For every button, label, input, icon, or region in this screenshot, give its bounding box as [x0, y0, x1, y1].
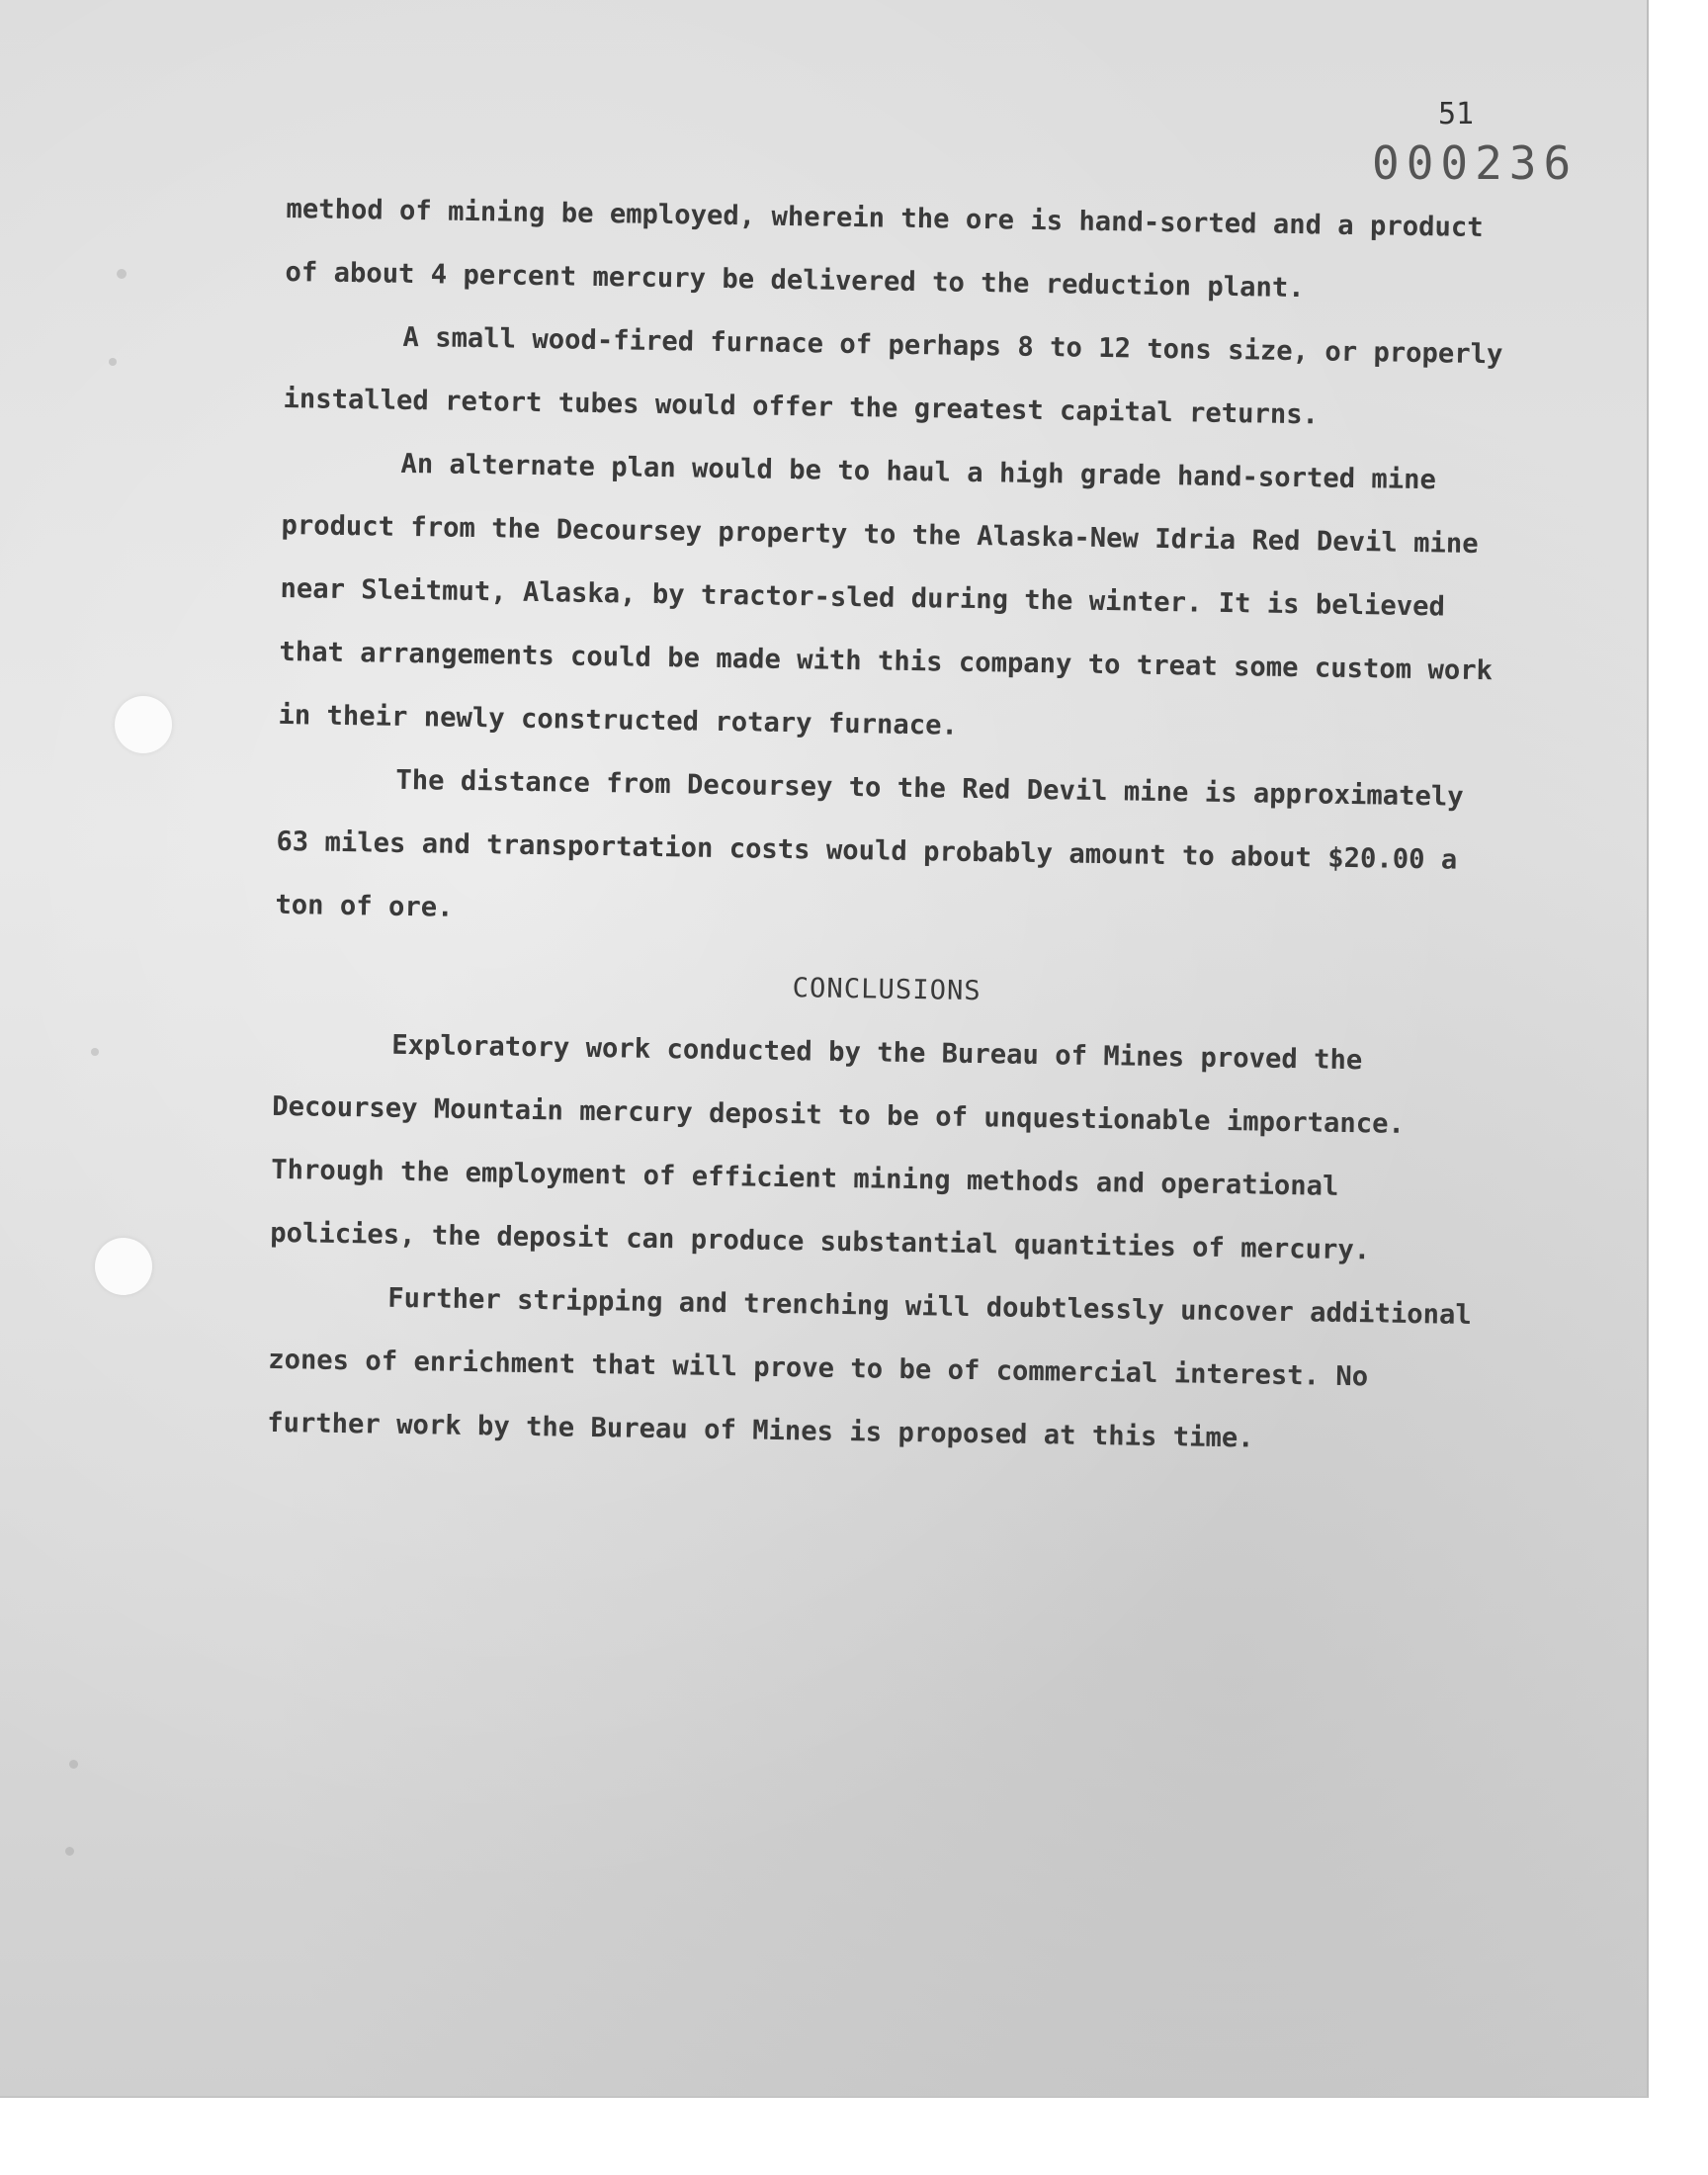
margin-mark: [91, 1048, 99, 1056]
paragraph: An alternate plan would be to haul a high grade hand-sorted mine product from the Decoursey property to the Alaska-New Idria Red Devil mine near Sleitmut, Alaska, by tractor-sled during the winter. It is believed that arrangements could be made with this company to treat some custom work in their newly constructed rotary furnace.: [278, 448, 1494, 741]
margin-mark: [69, 1760, 78, 1769]
margin-mark: [109, 358, 117, 366]
paragraph: method of mining be employed, wherein the ore is hand-sorted and a product of about 4 percent mercury be delivered to the reduction plant.: [285, 193, 1484, 304]
document-stamp: 000236: [1372, 136, 1579, 190]
paragraph: The distance from Decoursey to the Red Devil mine is approximately 63 miles and transportation costs would probably amount to about $20.00 a ton of ore.: [275, 764, 1464, 923]
paragraph: Exploratory work conducted by the Bureau of Mines proved the Decoursey Mountain mercury deposit to be of unquestionable importance. Through the employment of efficient mining methods and operational policies, the deposit can produce substantial quantities of mercury.: [269, 1029, 1406, 1266]
page-number: 51: [1438, 97, 1475, 131]
margin-mark: [65, 1847, 74, 1856]
paragraph: A small wood-fired furnace of perhaps 8 to 12 tons size, or properly installed retort tubes would offer the greatest capital returns.: [283, 321, 1503, 431]
section-heading: CONCLUSIONS: [792, 973, 982, 1007]
paragraph: Further stripping and trenching will doubtlessly uncover additional zones of enrichment that will prove to be of commercial interest. No further work by the Bureau of Mines is proposed at this time.: [266, 1282, 1473, 1454]
punch-hole-upper: [115, 696, 172, 753]
margin-mark: [117, 269, 127, 279]
punch-hole-lower: [95, 1238, 152, 1295]
document-body: [267, 178, 1512, 1474]
